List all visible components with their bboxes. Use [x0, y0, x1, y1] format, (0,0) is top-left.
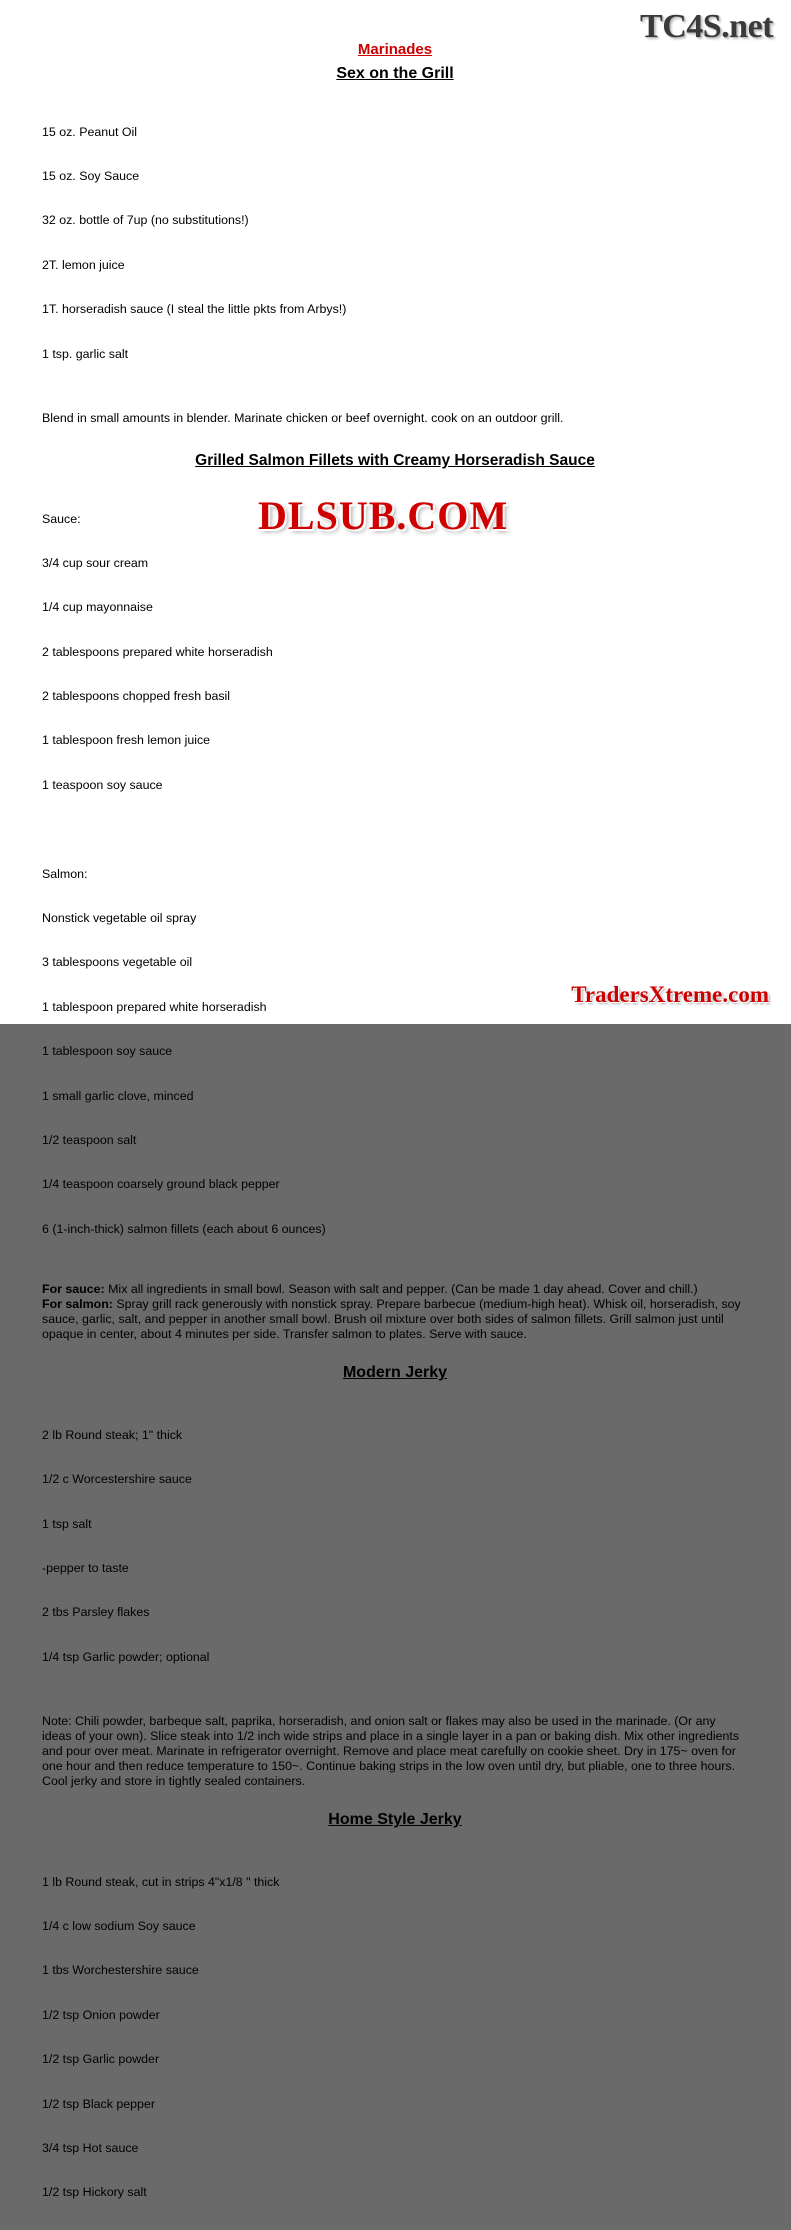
list-item: 1 tablespoon fresh lemon juice: [42, 733, 211, 748]
list-item: 2 tablespoons chopped fresh basil: [42, 689, 231, 704]
instruction-text: Spray grill rack generously with nonstick spray. Prepare barbecue (medium-high heat). Whisk oil, horseradish, soy sauce, garlic, salt, and pepper in another small bowl. Brush oil mixture over both sides of salmon fillets. Grill salmon just until opaque in center, about 4 minutes per side. Transfer salmon to plates. Serve with sauce.: [42, 1297, 741, 1342]
watermark-center: DLSUB.COM: [258, 493, 509, 538]
list-item: 2 tablespoons prepared white horseradish: [42, 644, 273, 659]
document-content: [42, 40, 748, 2230]
list-item: 1T. horseradish sauce (I steal the little pkts from Arbys!): [42, 302, 347, 317]
list-item: 1/2 tsp Garlic powder: [42, 2052, 160, 2067]
list-item: 3/4 cup sour cream: [42, 555, 149, 570]
list-item: 1/2 c Worcestershire sauce: [42, 1472, 192, 1487]
list-item: 1/4 teaspoon coarsely ground black pepper: [42, 1177, 280, 1192]
list-item: 1 lb Round steak, cut in strips 4"x1/8 " thick: [42, 1874, 280, 1889]
ingredient-list-1: [42, 95, 748, 391]
instruction-label: For sauce:: [42, 1282, 105, 1297]
list-item: 1 tablespoon prepared white horseradish: [42, 999, 267, 1014]
instruction-for-salmon: [42, 1297, 748, 1342]
section-heading-home-style-jerky: Home Style Jerky: [328, 1811, 462, 1829]
list-item: 1 tablespoon soy sauce: [42, 1044, 173, 1059]
list-item: 1/2 tsp Onion powder: [42, 2007, 160, 2022]
ingredient-list-2: [42, 482, 748, 1266]
section-heading-sex-on-the-grill: Sex on the Grill: [336, 65, 454, 82]
list-item: [42, 822, 748, 837]
list-item: 1/2 teaspoon salt: [42, 1133, 137, 1147]
list-item: Salmon:: [42, 866, 88, 881]
list-item: 6 (1-inch-thick) salmon fillets (each about 6 ounces): [42, 1221, 326, 1236]
list-item: 2 tbs Parsley flakes: [42, 1605, 150, 1620]
list-item: 1 tsp. garlic salt: [42, 346, 129, 361]
list-item: 15 oz. Soy Sauce: [42, 168, 140, 183]
list-item: 32 oz. bottle of 7up (no substitutions!): [42, 213, 249, 228]
list-item: 2 lb Round steak; 1" thick: [42, 1427, 183, 1442]
list-item: 3/4 tsp Hot sauce: [42, 2141, 139, 2156]
instruction-for-sauce: [42, 1282, 748, 1297]
list-item: 1 tbs Worchestershire sauce: [42, 1963, 199, 1978]
instruction-text: Mix all ingredients in small bowl. Season with salt and pepper. (Can be made 1 day ahead. Cover and chill.): [104, 1282, 698, 1297]
page-title: Marinades: [357, 41, 433, 58]
list-item: Sauce:: [42, 511, 81, 526]
ingredient-list-4: [42, 1845, 748, 2230]
list-item: 1 tsp salt: [42, 1516, 92, 1531]
list-item: 1/4 cup mayonnaise: [42, 600, 153, 615]
list-item: 1/2 tsp Hickory salt: [42, 2185, 147, 2200]
list-item: -pepper to taste: [42, 1560, 129, 1575]
section-heading-grilled-salmon: Grilled Salmon Fillets with Creamy Horseradish Sauce: [195, 451, 595, 469]
list-item: 1 small garlic clove, minced: [42, 1088, 194, 1103]
list-item: 3 tablespoons vegetable oil: [42, 955, 193, 970]
ingredient-list-3: [42, 1398, 748, 1694]
list-item: 1/4 tsp Garlic powder; optional: [42, 1649, 210, 1664]
watermark-bottom-right: TradersXtreme.com: [571, 982, 769, 1007]
section-note-1: Blend in small amounts in blender. Marinate chicken or beef overnight. cook on an outdoor grill.: [42, 410, 564, 425]
instruction-label: For salmon:: [42, 1297, 113, 1312]
list-item: 1 teaspoon soy sauce: [42, 777, 163, 792]
list-item: 15 oz. Peanut Oil: [42, 124, 138, 139]
list-item: 1/4 c low sodium Soy sauce: [42, 1919, 196, 1934]
section-heading-modern-jerky: Modern Jerky: [342, 1364, 448, 1382]
section-note-3: Note: Chili powder, barbeque salt, paprika, horseradish, and onion salt or flakes may also be used in the marinade. (Or any ideas of your own). Slice steak into 1/2 inch wide strips and place in a single layer in a pan or baking dish. Mix other ingredients and pour over meat. Marinate in refrigerator overnight. Remove and place meat carefully on cookie sheet. Dry in 175~ oven for one hour and then reduce temperature to 150~. Continue baking strips in the low oven until dry, but pliable, one to three hours. Cool jerky and store in tightly sealed containers.: [42, 1714, 740, 1789]
list-item: 1/2 tsp Black pepper: [42, 2096, 155, 2111]
watermark-top-right: TC4S.net: [640, 8, 773, 45]
list-item: Nonstick vegetable oil spray: [42, 911, 197, 926]
list-item: 2T. lemon juice: [42, 257, 125, 272]
